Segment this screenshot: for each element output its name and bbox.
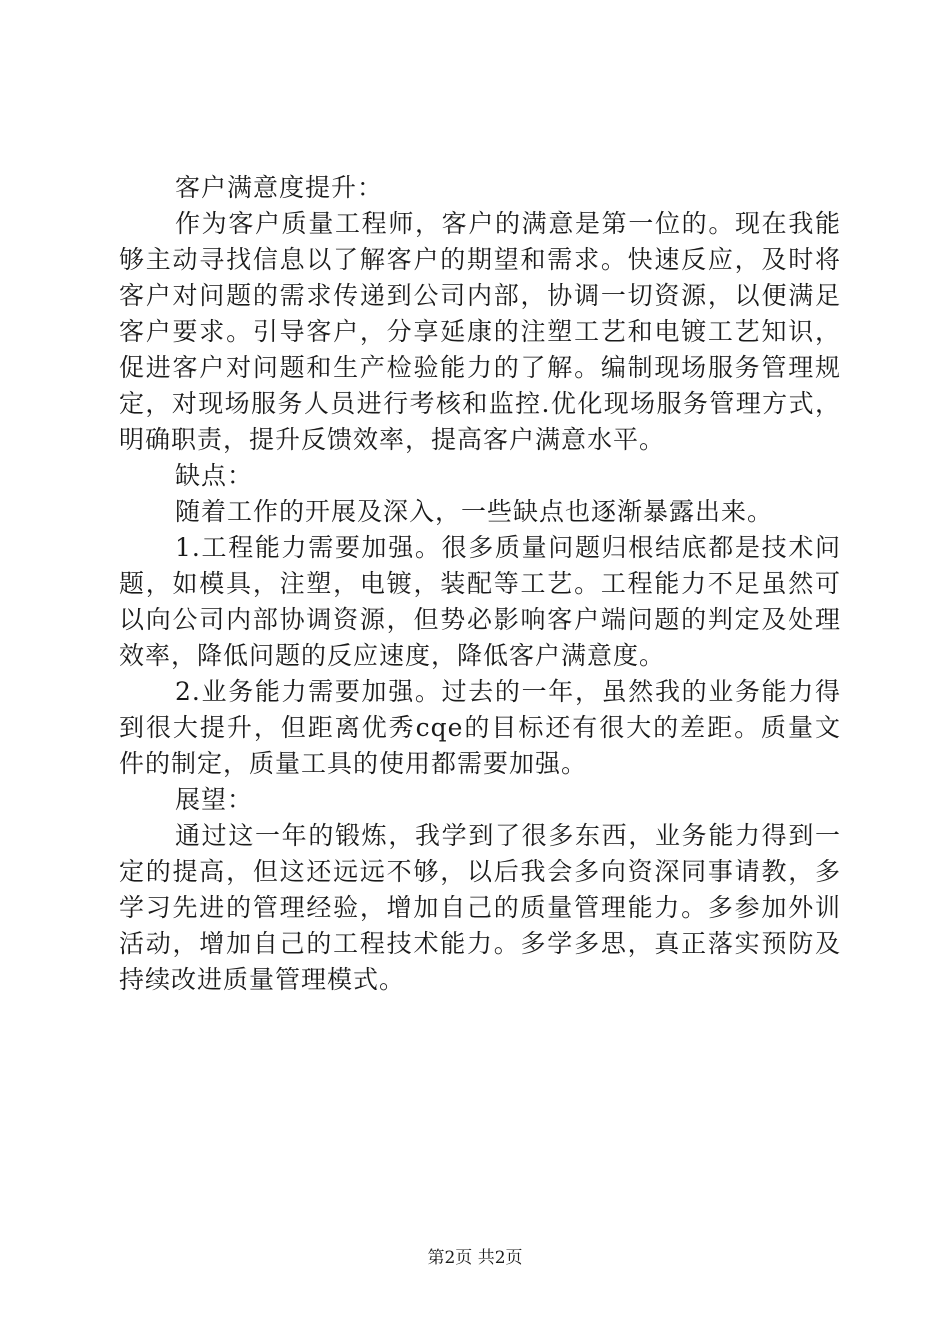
- paragraph-line: 定，对现场服务人员进行考核和监控.优化现场服务管理方式，: [119, 389, 841, 418]
- paragraph-line: 件的制定，质量工具的使用都需要加强。: [119, 749, 588, 778]
- paragraph-line: 明确职责，提升反馈效率，提高客户满意水平。: [119, 425, 666, 454]
- paragraph-line: 到很大提升，但距离优秀cqe的目标还有很大的差距。质量文: [119, 713, 841, 742]
- paragraph-line: 学习先进的管理经验，增加自己的质量管理能力。多参加外训: [119, 893, 841, 922]
- page-footer: 第2页 共2页: [427, 1248, 523, 1268]
- paragraph-line: 持续改进质量管理模式。: [119, 965, 406, 994]
- paragraph-line: 够主动寻找信息以了解客户的期望和需求。快速反应，及时将: [119, 245, 841, 274]
- paragraph-line: 客户要求。引导客户，分享延康的注塑工艺和电镀工艺知识，: [119, 317, 841, 346]
- paragraph-line: 作为客户质量工程师，客户的满意是第一位的。现在我能: [175, 209, 841, 238]
- paragraph-line: 促进客户对问题和生产检验能力的了解。编制现场服务管理规: [119, 353, 841, 382]
- outlook-heading: 展望：: [175, 785, 254, 814]
- paragraph-line: 效率，降低问题的反应速度，降低客户满意度。: [119, 641, 666, 670]
- paragraph-line: 以向公司内部协调资源，但势必影响客户端问题的判定及处理: [119, 605, 841, 634]
- weakness-heading: 缺点：: [175, 461, 254, 490]
- document-body: [119, 170, 841, 998]
- paragraph-line: 1.工程能力需要加强。很多质量问题归根结底都是技术问: [175, 533, 841, 562]
- paragraph-line: 定的提高，但这还远远不够，以后我会多向资深同事请教，多: [119, 857, 841, 886]
- paragraph-line: 活动，增加自己的工程技术能力。多学多思，真正落实预防及: [119, 929, 841, 958]
- satisfaction-heading: 客户满意度提升：: [175, 173, 384, 202]
- paragraph-line: 通过这一年的锻炼，我学到了很多东西，业务能力得到一: [175, 821, 841, 850]
- paragraph-line: 题，如模具，注塑，电镀，装配等工艺。工程能力不足虽然可: [119, 569, 841, 598]
- paragraph-line: 客户对问题的需求传递到公司内部，协调一切资源，以便满足: [119, 281, 841, 310]
- paragraph-line: 2.业务能力需要加强。过去的一年，虽然我的业务能力得: [175, 677, 841, 706]
- weakness-intro: 随着工作的开展及深入，一些缺点也逐渐暴露出来。: [175, 497, 774, 526]
